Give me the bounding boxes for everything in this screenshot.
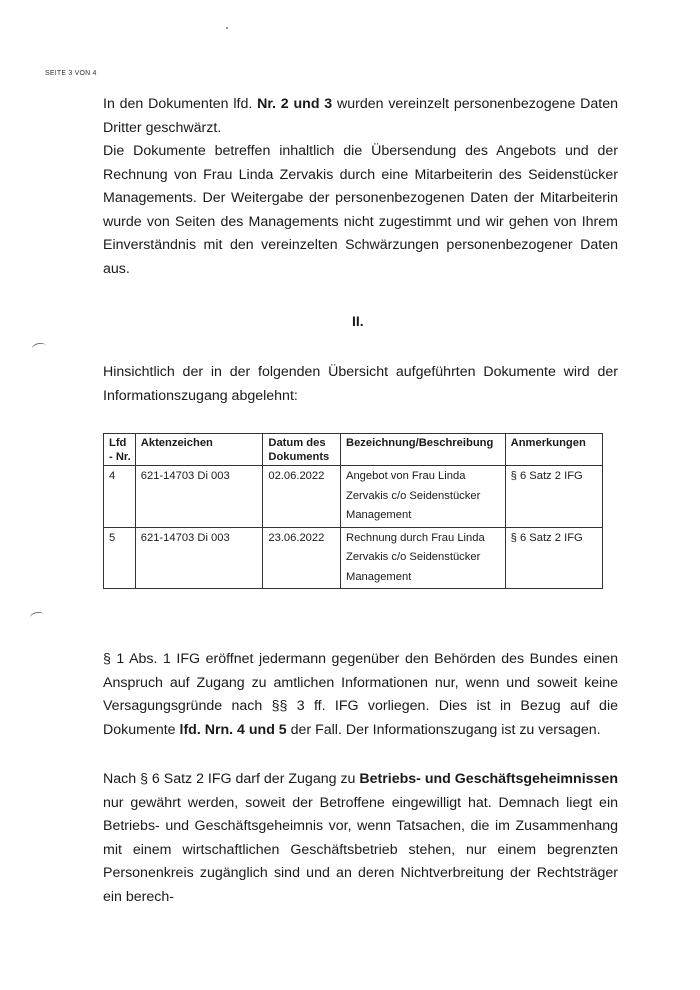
scan-speck (226, 27, 228, 29)
table-row (104, 527, 603, 589)
p4-bold-ref: lfd. Nrn. 4 und 5 (179, 721, 287, 738)
cell-aktenzeichen: 621-14703 Di 003 (135, 466, 263, 528)
punch-hole-mark (29, 611, 45, 623)
header-anmerkungen: Anmerkungen (505, 434, 602, 466)
header-lfd-nr: Lfd - Nr. (104, 434, 136, 466)
cell-datum: 02.06.2022 (263, 466, 341, 528)
cell-lfd-nr: 4 (104, 466, 136, 528)
cell-lfd-nr: 5 (104, 527, 136, 589)
p4-text-a: § 1 Abs. 1 IFG eröffnet jedermann gegenüber den Behörden des Bundes einen Anspruch auf Zugang zu amtlichen Informationen nur, wenn und soweit keine Versagungsgründe nach §§ 3 ff. IFG vorliegen. Dies ist in Bezug auf die Dokumente (103, 651, 618, 738)
punch-hole-mark (31, 342, 47, 354)
p1-text-c: wurden vereinzelt personenbezogene Daten Dritter geschwärzt. (103, 96, 618, 136)
p5-text-a: Nach § 6 Satz 2 IFG darf der Zugang zu (103, 771, 360, 787)
cell-anmerkungen: § 6 Satz 2 IFG (505, 527, 602, 589)
p5-bold-term: Betriebs- und Geschäftsgeheimnissen (359, 771, 618, 787)
table-header-row (104, 434, 603, 466)
p1-bold-ref: Nr. 2 und 3 (257, 96, 333, 112)
header-datum: Datum des Dokuments (263, 434, 341, 466)
cell-datum: 23.06.2022 (263, 527, 341, 589)
p1-text-a: In den Dokumenten lfd. (103, 96, 258, 112)
p5-text-c: nur gewährt werden, soweit der Betroffene eingewilligt hat. Demnach liegt ein Betriebs- und Geschäftsgeheimnis vor, wenn Tatsachen, die im Zusammenhang mit einem wirtschaftlichen Geschäftsbetrieb stehen, nur einem begrenzten Personenkreis zugänglich sind und an deren Nichtverbreitung der Rechtsträger ein berech- (103, 794, 618, 905)
page-number-label: SEITE 3 VON 4 (45, 70, 97, 77)
header-bezeichnung: Bezeichnung/Beschreibung (341, 434, 506, 466)
paragraph-access-denied-intro: Hinsichtlich der in der folgenden Übersicht aufgeführten Dokumente wird der Informationszugang abgelehnt: (103, 364, 618, 404)
documents-table (103, 433, 603, 589)
p4-text-c: der Fall. Der Informationszugang ist zu versagen. (286, 721, 601, 738)
paragraph-document-content: Die Dokumente betreffen inhaltlich die Übersendung des Angebots und der Rechnung von Frau Linda Zervakis durch eine Mitarbeiterin des Seidenstücker Managements. Der Weitergabe der personenbezogenen Daten der Mitarbeiterin wurde von Seiten des Managements nicht zugestimmt und wir gehen von Ihrem Einverständnis mit den vereinzelten Schwärzungen personenbezogener Daten aus. (103, 143, 618, 277)
cell-bezeichnung: Angebot von Frau Linda Zervakis c/o Seidenstücker Management (341, 466, 506, 528)
cell-anmerkungen: § 6 Satz 2 IFG (505, 466, 602, 528)
paragraph-ifg-section-6 (103, 768, 618, 909)
paragraph-ifg-section-1 (103, 648, 618, 742)
paragraph-redaction-note (103, 93, 618, 140)
section-number: II. (352, 313, 364, 329)
table-row (104, 466, 603, 528)
cell-bezeichnung: Rechnung durch Frau Linda Zervakis c/o Seidenstücker Management (341, 527, 506, 589)
header-aktenzeichen: Aktenzeichen (135, 434, 263, 466)
cell-aktenzeichen: 621-14703 Di 003 (135, 527, 263, 589)
